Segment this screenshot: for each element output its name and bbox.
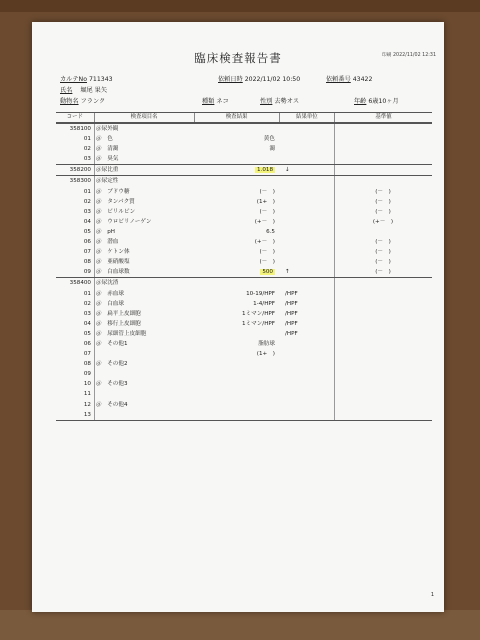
table-row	[56, 197, 432, 207]
reference-cell	[334, 165, 432, 175]
code-cell: 04	[83, 320, 91, 327]
col-code: コード	[56, 113, 95, 122]
unit-cell	[279, 227, 334, 237]
code-cell: 07	[83, 351, 91, 358]
unit-cell	[279, 278, 334, 288]
unit-cell	[279, 207, 334, 217]
results-table	[56, 112, 432, 421]
unit-cell: /HPF	[285, 310, 298, 317]
result-cell: (+－ )	[254, 239, 275, 246]
reference-cell	[334, 410, 432, 420]
unit-cell	[279, 339, 334, 349]
species-value: ネコ	[216, 98, 229, 105]
code-cell: 02	[83, 300, 91, 307]
item-name-cell: ＠ その他1	[96, 340, 128, 347]
code-cell: 01	[83, 188, 91, 195]
reference-cell: (－ )	[375, 239, 391, 246]
report-title: 臨床検査報告書	[194, 51, 282, 65]
reference-cell	[334, 278, 432, 288]
unit-cell: /HPF	[285, 330, 298, 337]
code-cell: 358300	[69, 178, 91, 185]
code-cell: 03	[83, 156, 91, 163]
result-cell: (－ )	[259, 188, 275, 195]
sex-field	[260, 96, 299, 105]
item-name-cell	[94, 369, 194, 379]
item-name-cell: ＠ 白血球数	[96, 269, 130, 276]
code-cell: 06	[83, 239, 91, 246]
reference-cell: (－ )	[375, 249, 391, 256]
unit-cell	[279, 257, 334, 267]
result-cell: 1ミマン/HPF	[241, 320, 275, 327]
code-cell: 08	[83, 361, 91, 368]
sex-label: 性別	[260, 98, 273, 105]
request-date-label: 依頼日時	[218, 76, 243, 83]
table-row	[56, 329, 432, 339]
item-name-cell: ＠ ブドウ糖	[96, 188, 130, 195]
unit-cell	[279, 359, 334, 369]
request-no-value: 43422	[352, 76, 373, 83]
wood-background-top	[0, 0, 480, 12]
result-cell: 1-4/HPF	[253, 300, 275, 307]
reference-cell: (－ )	[375, 208, 391, 215]
item-name-cell: ＠ その他2	[96, 361, 128, 368]
code-cell: 03	[83, 310, 91, 317]
result-cell	[194, 267, 279, 277]
request-date-value: 2022/11/02 10:50	[244, 76, 301, 83]
table-row	[56, 257, 432, 267]
reference-cell: (－ )	[375, 269, 391, 276]
item-name-cell: ＠ pH	[96, 228, 115, 235]
item-name-cell: ＠ 扁平上皮細胞	[96, 310, 141, 317]
unit-cell	[279, 217, 334, 227]
reference-cell: (－ )	[375, 188, 391, 195]
table-row	[56, 144, 432, 154]
code-cell: 02	[83, 198, 91, 205]
chart-no-value: 711343	[88, 76, 113, 83]
code-cell: 03	[83, 208, 91, 215]
result-cell	[194, 165, 279, 175]
table-row	[56, 227, 432, 237]
item-name-cell: ＠尿沈渣	[96, 280, 119, 287]
item-name-cell: ＠ ウロビリノーゲン	[96, 218, 152, 225]
item-name-cell: ＠ 白血球	[96, 300, 124, 307]
result-cell	[194, 329, 279, 339]
unit-cell	[279, 410, 334, 420]
reference-cell	[334, 329, 432, 339]
code-cell: 07	[83, 249, 91, 256]
unit-cell	[279, 379, 334, 389]
section-row	[56, 277, 432, 288]
table-row	[56, 369, 432, 379]
code-cell: 09	[83, 371, 91, 378]
result-cell: (－ )	[259, 259, 275, 266]
unit-cell	[279, 349, 334, 359]
table-row	[56, 247, 432, 257]
table-row	[56, 410, 432, 420]
unit-cell	[279, 187, 334, 197]
reference-cell	[334, 289, 432, 299]
result-cell	[194, 124, 279, 134]
reference-cell	[334, 124, 432, 134]
unit-cell: /HPF	[285, 320, 298, 327]
result-cell: 1ミマン/HPF	[241, 310, 275, 317]
unit-cell: /HPF	[285, 300, 298, 307]
reference-cell: (－ )	[375, 259, 391, 266]
owner-name-label: 氏名	[60, 87, 73, 94]
report-sheet	[32, 22, 444, 612]
owner-name-field	[60, 85, 107, 94]
reference-cell	[334, 359, 432, 369]
result-cell	[194, 379, 279, 389]
table-row	[56, 379, 432, 389]
result-cell: 黄色	[263, 136, 275, 143]
result-cell	[194, 369, 279, 379]
animal-name-field	[60, 96, 105, 105]
sex-value: 去勢オス	[274, 98, 300, 105]
code-cell: 12	[83, 401, 91, 408]
col-reference: 基準値	[375, 114, 392, 120]
section-row	[56, 164, 432, 175]
code-cell: 358400	[69, 280, 91, 287]
result-cell: 濁	[269, 146, 275, 153]
reference-cell	[334, 319, 432, 329]
code-cell: 02	[83, 146, 91, 153]
item-name-cell: ＠ 移行上皮細胞	[96, 320, 141, 327]
result-cell: (+－ )	[254, 218, 275, 225]
reference-cell	[334, 134, 432, 144]
result-cell	[194, 389, 279, 399]
table-row	[56, 389, 432, 399]
code-cell: 10	[83, 381, 91, 388]
table-row	[56, 299, 432, 309]
table-row	[56, 289, 432, 299]
table-row	[56, 154, 432, 164]
item-name-cell: ＠ 臭気	[96, 156, 119, 163]
table-row	[56, 187, 432, 197]
item-name-cell: ＠ 赤血球	[96, 290, 124, 297]
unit-cell: /HPF	[285, 290, 298, 297]
table-row	[56, 217, 432, 227]
col-result: 検査結果	[195, 113, 280, 122]
table-row	[56, 207, 432, 217]
item-name-cell: ＠ 尿細管上皮細胞	[96, 330, 147, 337]
table-body	[56, 123, 432, 420]
reference-cell: (－ )	[375, 198, 391, 205]
code-cell: 13	[83, 411, 91, 418]
unit-cell	[279, 400, 334, 410]
col-unit: 結果単位	[280, 113, 335, 122]
reference-cell	[334, 309, 432, 319]
table-row	[56, 134, 432, 144]
reference-cell	[334, 227, 432, 237]
reference-cell	[334, 369, 432, 379]
code-cell: 358200	[69, 167, 91, 174]
code-cell: 05	[83, 228, 91, 235]
code-cell: 04	[83, 218, 91, 225]
age-label: 年齢	[354, 98, 367, 105]
col-item-name: 検査項目名	[95, 113, 195, 122]
result-cell	[194, 176, 279, 186]
age-field	[354, 96, 399, 105]
result-cell	[194, 154, 279, 164]
reference-cell	[334, 379, 432, 389]
owner-name-value: 堀尾 果矢	[80, 87, 108, 94]
section-row	[56, 123, 432, 134]
item-name-cell: ＠ 色	[96, 136, 113, 143]
age-value: 6歳10ヶ月	[368, 98, 399, 105]
request-date-field	[218, 74, 300, 83]
item-name-cell: ＠ 潜血	[96, 239, 119, 246]
reference-cell: (+－ )	[372, 218, 394, 225]
table-row	[56, 319, 432, 329]
reference-cell	[334, 176, 432, 186]
highlighted-result: 500	[262, 269, 273, 276]
animal-name-value: フランク	[80, 98, 106, 105]
table-row	[56, 237, 432, 247]
result-cell	[194, 278, 279, 288]
item-name-cell: ＠ その他4	[96, 401, 128, 408]
item-name-cell	[94, 410, 194, 420]
code-cell: 11	[83, 391, 91, 398]
unit-cell	[279, 237, 334, 247]
reference-cell	[334, 400, 432, 410]
result-cell: (1+ )	[256, 351, 275, 358]
item-name-cell: ＠ ビリルビン	[96, 208, 136, 215]
unit-cell	[279, 176, 334, 186]
code-cell: 01	[83, 136, 91, 143]
code-cell: 06	[83, 340, 91, 347]
table-row	[56, 349, 432, 359]
highlighted-result: 1.018	[256, 167, 273, 174]
item-name-cell: ＠尿外観	[96, 126, 119, 132]
unit-cell	[279, 154, 334, 164]
chart-no-label: カルテNo	[60, 76, 87, 83]
item-name-cell: ＠ 亜硝酸塩	[96, 259, 130, 266]
unit-cell	[279, 144, 334, 154]
reference-cell	[334, 339, 432, 349]
reference-cell	[334, 349, 432, 359]
item-name-cell	[94, 389, 194, 399]
item-name-cell: ＠ 清濁	[96, 146, 119, 153]
unit-cell	[279, 369, 334, 379]
item-name-cell	[94, 349, 194, 359]
result-cell: (－ )	[259, 208, 275, 215]
result-cell	[194, 359, 279, 369]
print-date: 印刷 2022/11/02 12:31	[381, 53, 436, 58]
code-cell: 05	[83, 330, 91, 337]
result-cell: (1+ )	[256, 198, 275, 205]
wood-background-bottom	[0, 610, 480, 640]
result-cell	[194, 400, 279, 410]
reference-cell	[334, 144, 432, 154]
code-cell: 358100	[69, 126, 91, 132]
code-cell: 09	[83, 269, 91, 276]
table-row	[56, 400, 432, 410]
item-name-cell: ＠ タンパク質	[96, 198, 135, 205]
species-label: 種類	[202, 98, 215, 105]
table-row	[56, 309, 432, 319]
item-name-cell: ＠尿定性	[96, 178, 119, 185]
unit-cell: ↓	[285, 167, 290, 174]
reference-cell	[334, 154, 432, 164]
code-cell: 08	[83, 259, 91, 266]
item-name-cell: ＠尿比重	[96, 167, 119, 174]
request-no-label: 依頼番号	[326, 76, 351, 83]
unit-cell	[279, 134, 334, 144]
result-cell: 6.5	[266, 228, 275, 235]
unit-cell	[279, 197, 334, 207]
request-no-field	[326, 74, 372, 83]
species-field	[202, 96, 229, 105]
code-cell: 01	[83, 290, 91, 297]
animal-name-label: 動物名	[60, 98, 79, 105]
chart-no-field	[60, 74, 113, 83]
item-name-cell: ＠ ケトン体	[96, 249, 130, 256]
table-row	[56, 359, 432, 369]
unit-cell: ↑	[285, 269, 290, 276]
unit-cell	[279, 247, 334, 257]
result-cell: (－ )	[259, 249, 275, 256]
table-row	[56, 267, 432, 277]
result-cell	[194, 410, 279, 420]
reference-cell	[334, 299, 432, 309]
unit-cell	[279, 389, 334, 399]
unit-cell	[279, 124, 334, 134]
reference-cell	[334, 389, 432, 399]
result-cell: 脂肪球	[258, 340, 275, 347]
item-name-cell: ＠ その他3	[96, 381, 128, 388]
table-header	[56, 113, 432, 123]
page-number: 1	[430, 592, 434, 598]
table-row	[56, 339, 432, 349]
result-cell: 10-19/HPF	[246, 290, 275, 297]
section-row	[56, 175, 432, 186]
